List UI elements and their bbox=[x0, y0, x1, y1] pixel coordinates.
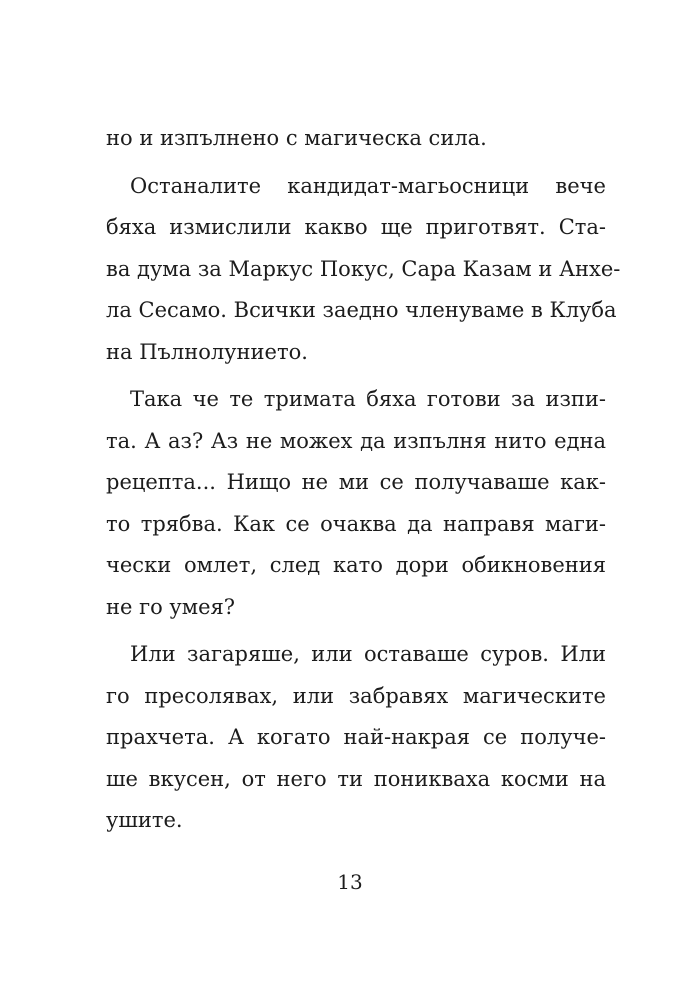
text-line: но и изпълнено с магическа сила. bbox=[106, 126, 487, 150]
text-line: та. А аз? Аз не можех да изпълня нито една bbox=[106, 428, 606, 453]
text-line: бяха измислили какво ще приготвят. Ста- bbox=[106, 215, 606, 239]
paragraph-1 bbox=[106, 118, 606, 160]
paragraph-2 bbox=[106, 166, 621, 374]
page-number: 13 bbox=[337, 870, 363, 894]
text-line: прахчета. А когато най-накрая се получе- bbox=[106, 725, 606, 749]
text-line: чески омлет, след като дори обикновения bbox=[106, 553, 606, 577]
text-line: на Пълнолунието. bbox=[106, 339, 308, 364]
text-line: ла Сесамо. Всички заедно членуваме в Клуба bbox=[106, 298, 617, 322]
text-line: ва дума за Маркус Покус, Сара Казам и Анхе- bbox=[106, 256, 621, 281]
text-line: рецепта... Нищо не ми се получаваше как- bbox=[106, 470, 606, 494]
paragraph-3 bbox=[106, 379, 606, 628]
text-line: го пресолявах, или забравях магическите bbox=[106, 683, 606, 708]
text-line: не го умея? bbox=[106, 594, 236, 619]
text-line: Така че те тримата бяха готови за изпи- bbox=[130, 387, 606, 411]
text-line: ше вкусен, от него ти поникваха косми на bbox=[106, 766, 606, 791]
text-line: Останалите кандидат-магьосници вече bbox=[130, 173, 606, 198]
text-line: то трябва. Как се очаква да направя маги- bbox=[106, 511, 606, 536]
paragraph-4 bbox=[106, 634, 606, 842]
text-line: Или загаряше, или оставаше суров. Или bbox=[130, 642, 606, 666]
text-line: ушите. bbox=[106, 808, 183, 832]
body-text bbox=[106, 118, 621, 848]
